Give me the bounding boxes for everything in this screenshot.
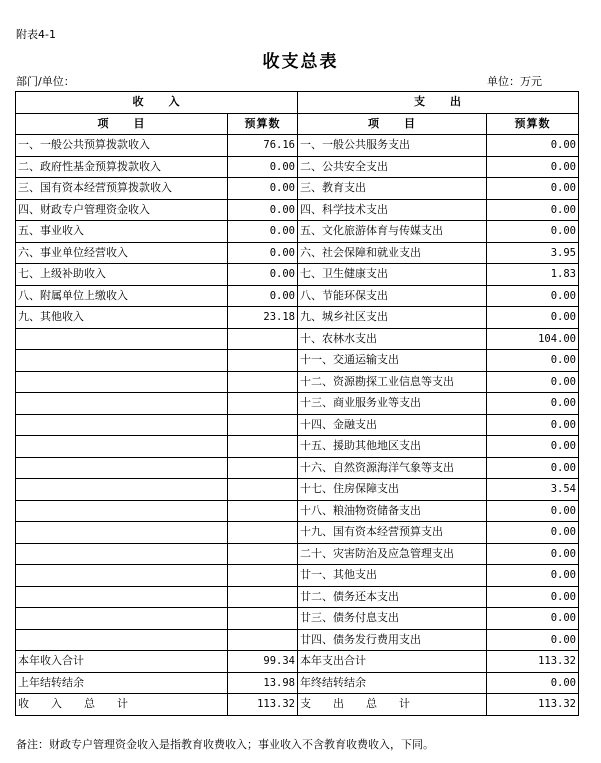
- income-item-value: [228, 500, 298, 522]
- income-item-label: 三、国有资本经营预算拨款收入: [16, 178, 228, 200]
- income-item-label: [16, 371, 228, 393]
- income-item-label: [16, 414, 228, 436]
- income-item-value: 0.00: [228, 221, 298, 243]
- table-row: [16, 178, 579, 200]
- income-item-value: 0.00: [228, 156, 298, 178]
- expense-item-value: 0.00: [487, 436, 579, 458]
- table-row: [16, 135, 579, 157]
- expense-item-value: 0.00: [487, 457, 579, 479]
- expense-item-label: 十七、住房保障支出: [298, 479, 487, 501]
- footnote: 备注：财政专户管理资金收入是指教育收费收入；事业收入不含教育收费收入，下同。: [16, 738, 434, 751]
- table-row: [16, 264, 579, 286]
- table-row: [16, 199, 579, 221]
- income-item-value: [228, 586, 298, 608]
- summary-expense-value: 0.00: [487, 672, 579, 694]
- table-row: [16, 307, 579, 329]
- expense-item-label: 十九、国有资本经营预算支出: [298, 522, 487, 544]
- expense-item-label: 廿一、其他支出: [298, 565, 487, 587]
- income-item-value: [228, 522, 298, 544]
- table-row: [16, 586, 579, 608]
- income-item-label: 六、事业单位经营收入: [16, 242, 228, 264]
- expense-item-value: 0.00: [487, 522, 579, 544]
- expense-item-value: 0.00: [487, 285, 579, 307]
- table-row: [16, 479, 579, 501]
- expense-item-label: 九、城乡社区支出: [298, 307, 487, 329]
- table-row: [16, 457, 579, 479]
- income-item-value: [228, 479, 298, 501]
- summary-expense-value: 113.32: [487, 651, 579, 673]
- department-label: 部门/单位：: [16, 75, 75, 88]
- summary-income-value: 113.32: [228, 694, 298, 716]
- income-item-label: 二、政府性基金预算拨款收入: [16, 156, 228, 178]
- expense-item-value: 0.00: [487, 608, 579, 630]
- income-item-label: [16, 586, 228, 608]
- expense-item-label: 三、教育支出: [298, 178, 487, 200]
- table-row: [16, 543, 579, 565]
- income-item-value: 76.16: [228, 135, 298, 157]
- income-item-value: 0.00: [228, 178, 298, 200]
- income-item-value: [228, 543, 298, 565]
- expense-item-value: 0.00: [487, 586, 579, 608]
- income-item-label: [16, 543, 228, 565]
- summary-income-value: 99.34: [228, 651, 298, 673]
- table-row: [16, 500, 579, 522]
- income-item-label: [16, 565, 228, 587]
- expense-item-label: 十四、金融支出: [298, 414, 487, 436]
- summary-income-label: 收 入 总 计: [16, 694, 228, 716]
- expense-item-value: 0.00: [487, 565, 579, 587]
- expense-item-value: 0.00: [487, 393, 579, 415]
- expense-item-label: 十六、自然资源海洋气象等支出: [298, 457, 487, 479]
- expense-item-label: 八、节能环保支出: [298, 285, 487, 307]
- expense-item-value: 0.00: [487, 543, 579, 565]
- income-item-value: [228, 608, 298, 630]
- income-item-value: 0.00: [228, 242, 298, 264]
- income-item-label: [16, 500, 228, 522]
- income-budget-header: 预算数: [228, 113, 298, 135]
- income-section-header: 收 入: [16, 92, 298, 114]
- income-item-label: [16, 436, 228, 458]
- expense-item-value: 0.00: [487, 350, 579, 372]
- expense-item-label: 二十、灾害防治及应急管理支出: [298, 543, 487, 565]
- income-item-value: 0.00: [228, 264, 298, 286]
- income-item-label: [16, 629, 228, 651]
- income-item-label: 五、事业收入: [16, 221, 228, 243]
- attachment-label: 附表4-1: [16, 28, 56, 41]
- income-item-label: [16, 479, 228, 501]
- expense-item-label: 十二、资源勘探工业信息等支出: [298, 371, 487, 393]
- expense-item-value: 0.00: [487, 199, 579, 221]
- summary-income-label: 本年收入合计: [16, 651, 228, 673]
- income-item-value: 23.18: [228, 307, 298, 329]
- income-item-label: 一、一般公共预算拨款收入: [16, 135, 228, 157]
- section-header-row: [16, 92, 579, 114]
- page-title: 收支总表: [262, 52, 339, 72]
- table-row: [16, 156, 579, 178]
- budget-summary-table: [15, 91, 579, 716]
- expense-item-value: 0.00: [487, 414, 579, 436]
- table-row: [16, 629, 579, 651]
- income-item-value: [228, 393, 298, 415]
- expense-item-value: 104.00: [487, 328, 579, 350]
- table-row: [16, 328, 579, 350]
- income-item-value: [228, 436, 298, 458]
- summary-income-label: 上年结转结余: [16, 672, 228, 694]
- summary-expense-label: 支 出 总 计: [298, 694, 487, 716]
- expense-item-label: 十三、商业服务业等支出: [298, 393, 487, 415]
- table-row: [16, 608, 579, 630]
- summary-row: [16, 672, 579, 694]
- table-row: [16, 285, 579, 307]
- expense-item-label: 十、农林水支出: [298, 328, 487, 350]
- table-row: [16, 414, 579, 436]
- income-item-value: [228, 350, 298, 372]
- table-row: [16, 565, 579, 587]
- income-item-label: [16, 393, 228, 415]
- unit-label: 单位：万元: [487, 75, 542, 88]
- summary-row: [16, 694, 579, 716]
- table-row: [16, 436, 579, 458]
- income-item-value: [228, 565, 298, 587]
- expense-item-label: 廿二、债务还本支出: [298, 586, 487, 608]
- table-row: [16, 350, 579, 372]
- table-body: [16, 92, 579, 716]
- income-item-label: [16, 522, 228, 544]
- expense-item-label: 十一、交通运输支出: [298, 350, 487, 372]
- income-item-label: [16, 457, 228, 479]
- expense-item-label: 五、文化旅游体育与传媒支出: [298, 221, 487, 243]
- expense-item-label: 十八、粮油物资储备支出: [298, 500, 487, 522]
- expense-item-label: 二、公共安全支出: [298, 156, 487, 178]
- table-row: [16, 221, 579, 243]
- expense-item-value: 0.00: [487, 221, 579, 243]
- expense-item-value: 0.00: [487, 135, 579, 157]
- income-item-label: 七、上级补助收入: [16, 264, 228, 286]
- expense-item-value: 3.95: [487, 242, 579, 264]
- expense-item-label: 七、卫生健康支出: [298, 264, 487, 286]
- income-item-value: [228, 457, 298, 479]
- expense-item-value: 0.00: [487, 307, 579, 329]
- table-row: [16, 371, 579, 393]
- expense-item-value: 0.00: [487, 178, 579, 200]
- income-item-value: 0.00: [228, 285, 298, 307]
- income-item-label: [16, 350, 228, 372]
- summary-row: [16, 651, 579, 673]
- expense-item-header: 项 目: [298, 113, 487, 135]
- summary-expense-value: 113.32: [487, 694, 579, 716]
- summary-income-value: 13.98: [228, 672, 298, 694]
- table-row: [16, 522, 579, 544]
- income-item-value: 0.00: [228, 199, 298, 221]
- income-item-label: 八、附属单位上缴收入: [16, 285, 228, 307]
- column-header-row: [16, 113, 579, 135]
- income-item-label: [16, 608, 228, 630]
- expense-item-label: 四、科学技术支出: [298, 199, 487, 221]
- expense-item-value: 0.00: [487, 629, 579, 651]
- expense-item-label: 廿四、债务发行费用支出: [298, 629, 487, 651]
- expense-item-label: 六、社会保障和就业支出: [298, 242, 487, 264]
- expense-item-value: 0.00: [487, 500, 579, 522]
- expense-item-label: 一、一般公共服务支出: [298, 135, 487, 157]
- income-item-value: [228, 629, 298, 651]
- income-item-value: [228, 371, 298, 393]
- expense-section-header: 支 出: [298, 92, 579, 114]
- summary-expense-label: 年终结转结余: [298, 672, 487, 694]
- table-row: [16, 242, 579, 264]
- table-row: [16, 393, 579, 415]
- expense-item-value: 1.83: [487, 264, 579, 286]
- expense-item-label: 廿三、债务付息支出: [298, 608, 487, 630]
- expense-budget-header: 预算数: [487, 113, 579, 135]
- income-item-label: [16, 328, 228, 350]
- expense-item-label: 十五、援助其他地区支出: [298, 436, 487, 458]
- expense-item-value: 0.00: [487, 156, 579, 178]
- income-item-value: [228, 414, 298, 436]
- income-item-header: 项 目: [16, 113, 228, 135]
- income-item-label: 四、财政专户管理资金收入: [16, 199, 228, 221]
- expense-item-value: 3.54: [487, 479, 579, 501]
- income-item-value: [228, 328, 298, 350]
- expense-item-value: 0.00: [487, 371, 579, 393]
- summary-expense-label: 本年支出合计: [298, 651, 487, 673]
- income-item-label: 九、其他收入: [16, 307, 228, 329]
